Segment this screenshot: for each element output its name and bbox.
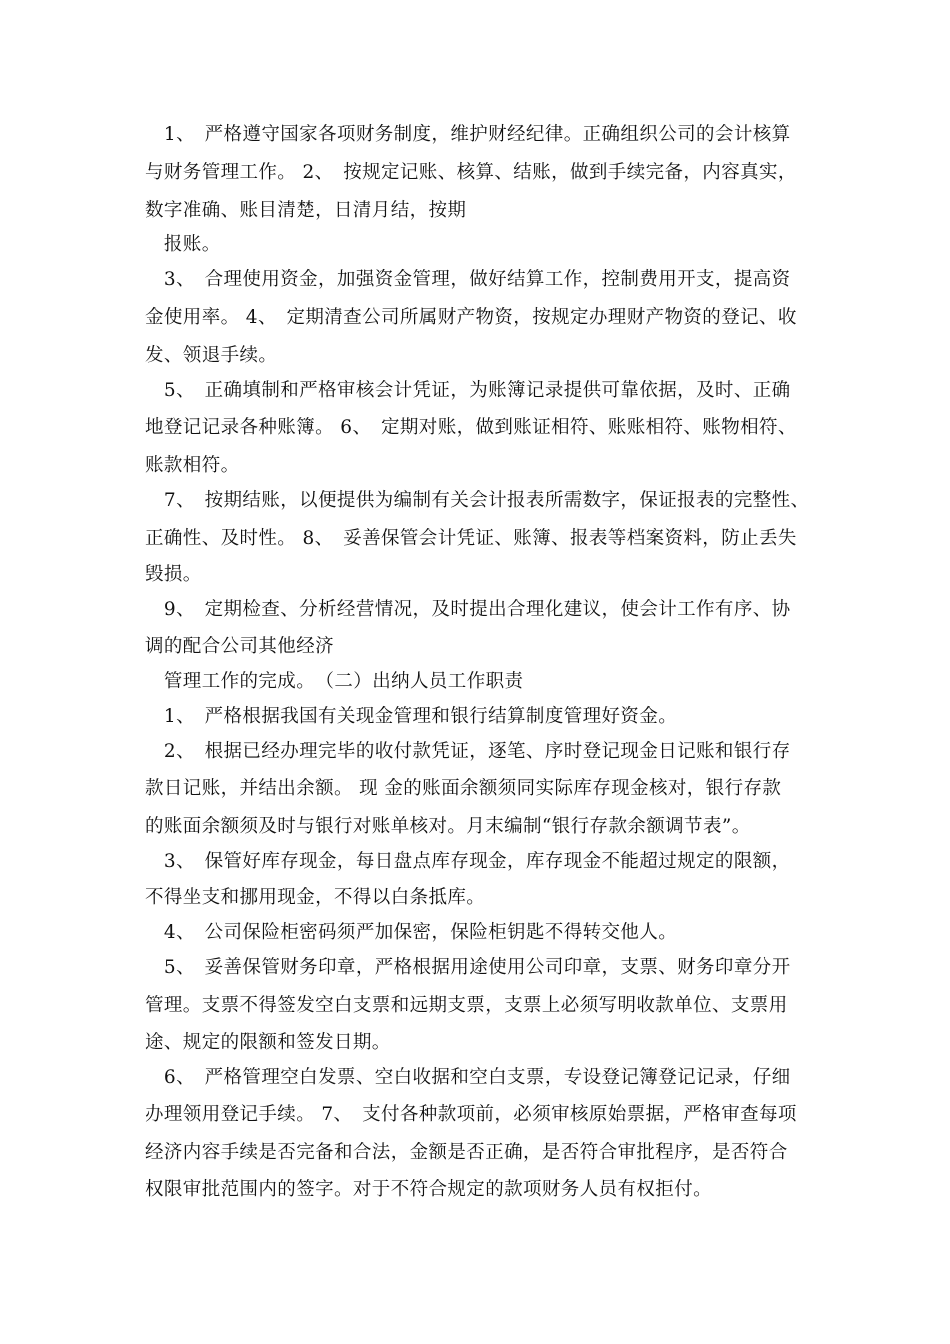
- text-line: 数字准确、账目清楚，日清月结，按期: [145, 200, 467, 221]
- text-line: 1、 严格遵守国家各项财务制度，维护财经纪律。正确组织公司的会计核算: [145, 124, 791, 145]
- text-line: 金使用率。 4、 定期清查公司所属财产物资，按规定办理财产物资的登记、收: [145, 307, 797, 328]
- text-line: 经济内容手续是否完备和合法，金额是否正确，是否符合审批程序，是否符合: [145, 1142, 788, 1163]
- text-line: 办理领用登记手续。 7、 支付各种款项前，必须审核原始票据，严格审查每项: [145, 1104, 797, 1125]
- text-line: 3、 合理使用资金，加强资金管理，做好结算工作，控制费用开支，提高资: [145, 269, 791, 290]
- text-line: 5、 正确填制和严格审核会计凭证，为账簿记录提供可靠依据，及时、正确: [145, 380, 791, 401]
- text-line: 报账。: [145, 234, 221, 255]
- text-line: 不得坐支和挪用现金，不得以白条抵库。: [145, 887, 486, 908]
- text-line: 3、 保管好库存现金，每日盘点库存现金，库存现金不能超过规定的限额，: [145, 851, 791, 872]
- text-line: 调的配合公司其他经济: [145, 636, 335, 657]
- text-line: 管理工作的完成。 （二）出纳人员工作职责: [145, 671, 524, 692]
- text-line: 的账面余额须及时与银行对账单核对。月末编制“银行存款余额调节表”。: [145, 816, 751, 837]
- text-line: 5、 妥善保管财务印章，严格根据用途使用公司印章，支票、财务印章分开: [145, 957, 791, 978]
- text-line: 发、领退手续。: [145, 345, 278, 366]
- text-line: 4、 公司保险柜密码须严加保密，保险柜钥匙不得转交他人。: [145, 922, 678, 943]
- text-line: 9、 定期检查、分析经营情况，及时提出合理化建议，使会计工作有序、协: [145, 599, 791, 620]
- text-line: 毁损。: [145, 564, 202, 585]
- text-line: 6、 严格管理空白发票、空白收据和空白支票，专设登记簿登记记录，仔细: [145, 1067, 791, 1088]
- text-line: 款日记账，并结出余额。 现 金的账面余额须同实际库存现金核对，银行存款: [145, 778, 782, 799]
- text-line: 地登记记录各种账簿。 6、 定期对账，做到账证相符、账账相符、账物相符、: [145, 417, 797, 438]
- text-line: 正确性、及时性。 8、 妥善保管会计凭证、账簿、报表等档案资料，防止丢失: [145, 528, 797, 549]
- text-line: 2、 根据已经办理完毕的收付款凭证，逐笔、序时登记现金日记账和银行存: [145, 741, 791, 762]
- text-line: 途、规定的限额和签发日期。: [145, 1032, 391, 1053]
- text-line: 1、 严格根据我国有关现金管理和银行结算制度管理好资金。: [145, 706, 678, 727]
- text-line: 账款相符。: [145, 455, 240, 476]
- text-line: 权限审批范围内的签字。对于不符合规定的款项财务人员有权拒付。: [145, 1179, 713, 1200]
- text-line: 7、 按期结账，以便提供为编制有关会计报表所需数字，保证报表的完整性、: [145, 490, 810, 511]
- text-line: 管理。支票不得签发空白支票和远期支票，支票上必须写明收款单位、支票用: [145, 995, 788, 1016]
- text-line: 与财务管理工作。 2、 按规定记账、核算、结账，做到手续完备，内容真实，: [145, 162, 797, 183]
